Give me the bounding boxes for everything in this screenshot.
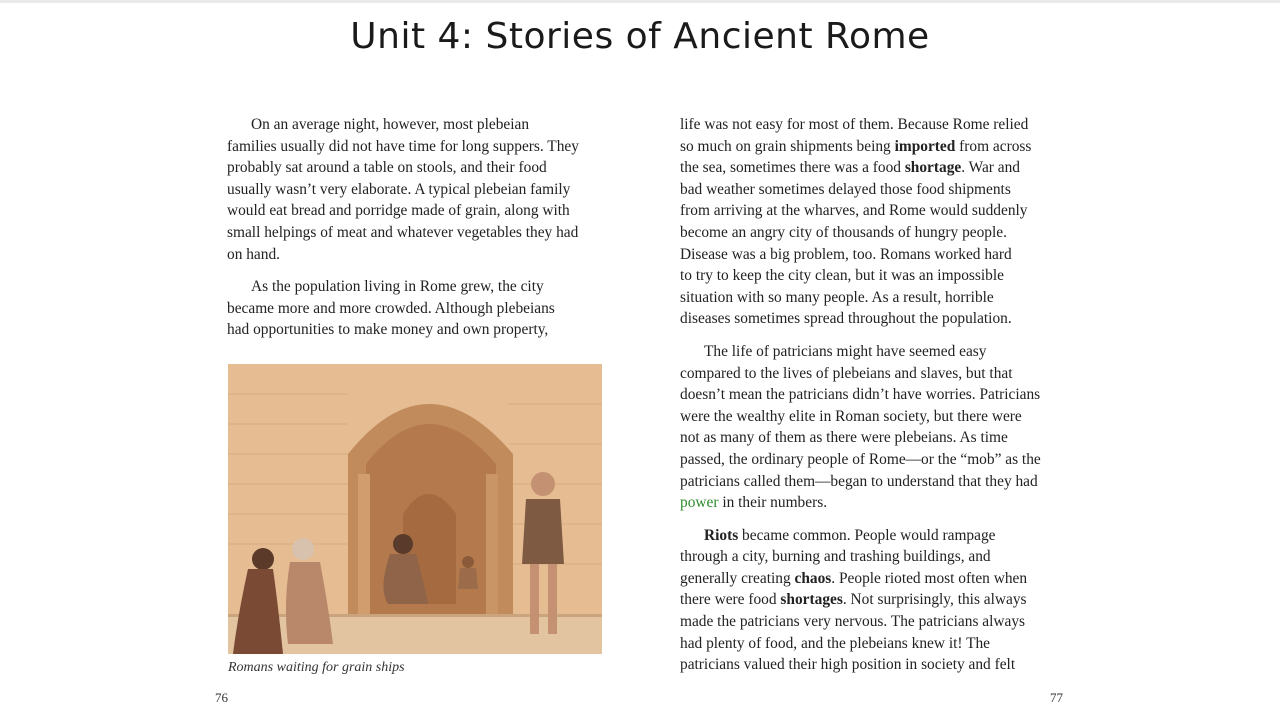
text-line bbox=[680, 568, 1070, 590]
left-column bbox=[227, 114, 607, 352]
text-line: become an angry city of thousands of hungry people. bbox=[680, 223, 1007, 241]
text-line: life was not easy for most of them. Because Rome relied bbox=[680, 116, 1029, 133]
text-span: there were food bbox=[680, 591, 781, 609]
illustration-caption: Romans waiting for grain ships bbox=[228, 660, 405, 675]
vocab-word-riots: Riots bbox=[704, 526, 739, 544]
paragraph bbox=[680, 114, 1070, 330]
text-line: situation with so many people. As a result, horrible bbox=[680, 288, 994, 306]
text-line: were the wealthy elite in Roman society, but there were bbox=[680, 407, 1022, 425]
text-line: from arriving at the wharves, and Rome would suddenly bbox=[680, 202, 1028, 220]
text-line: usually wasn’t very elaborate. A typical plebeian family bbox=[227, 180, 571, 198]
paragraph bbox=[227, 276, 607, 341]
text-line: compared to the lives of plebeians and slaves, but that bbox=[680, 364, 1013, 382]
text-span: . People rioted most often when bbox=[831, 569, 1028, 587]
text-line: patricians valued their high position in society and felt bbox=[680, 656, 1016, 674]
text-line bbox=[680, 157, 1070, 179]
text-span: . War and bbox=[961, 159, 1020, 177]
text-span: the sea, sometimes there was a food bbox=[680, 159, 905, 177]
text-line: Disease was a big problem, too. Romans worked hard bbox=[680, 245, 1012, 263]
text-line bbox=[680, 589, 1070, 611]
text-line bbox=[680, 136, 1070, 158]
text-line: probably sat around a table on stools, and their food bbox=[227, 159, 547, 177]
text-line: small helpings of meat and whatever vegetables they had bbox=[227, 223, 579, 241]
text-line: had plenty of food, and the plebeians knew it! The bbox=[680, 634, 991, 652]
text-line: would eat bread and porridge made of grain, along with bbox=[227, 202, 570, 220]
right-column bbox=[680, 114, 1070, 687]
text-line: bad weather sometimes delayed those food shipments bbox=[680, 180, 1011, 198]
vocab-word-chaos: chaos bbox=[794, 569, 832, 587]
page-title: Unit 4: Stories of Ancient Rome bbox=[350, 16, 930, 57]
text-line: passed, the ordinary people of Rome—or the “mob” as the bbox=[680, 450, 1041, 468]
paragraph bbox=[680, 525, 1070, 676]
text-line: diseases sometimes spread throughout the population. bbox=[680, 310, 1012, 328]
paragraph bbox=[227, 114, 607, 265]
text-line: through a city, burning and trashing buildings, and bbox=[680, 548, 991, 566]
text-span: . Not surprisingly, this always bbox=[842, 591, 1027, 609]
text-line: families usually did not have time for long suppers. They bbox=[227, 137, 579, 155]
step-edge bbox=[228, 614, 602, 617]
text-line: patricians called them—began to understand that they had bbox=[680, 472, 1038, 490]
floor-step bbox=[228, 614, 602, 654]
text-span: from across bbox=[955, 137, 1032, 155]
text-line: on hand. bbox=[227, 245, 281, 263]
text-span: became common. People would rampage bbox=[738, 526, 996, 544]
text-span: generally creating bbox=[680, 569, 795, 587]
page-number-right: 77 bbox=[1050, 690, 1063, 705]
text-line bbox=[680, 492, 1070, 514]
vocab-word-imported: imported bbox=[894, 137, 956, 155]
vocab-word-shortages: shortages bbox=[780, 591, 843, 609]
illustration-svg bbox=[228, 364, 602, 654]
vocab-word-shortage: shortage bbox=[904, 159, 962, 177]
paragraph bbox=[680, 341, 1070, 514]
text-line bbox=[680, 525, 1070, 547]
text-line: doesn’t mean the patricians didn’t have worries. Patricians bbox=[680, 386, 1041, 404]
illustration-romans-waiting bbox=[228, 364, 602, 654]
text-line: became more and more crowded. Although plebeians bbox=[227, 299, 555, 317]
text-line: On an average night, however, most plebeian bbox=[251, 116, 530, 133]
text-span: so much on grain shipments being bbox=[680, 137, 895, 155]
page-number-left: 76 bbox=[215, 690, 228, 705]
link-power[interactable]: power bbox=[680, 494, 719, 512]
top-border bbox=[0, 0, 1280, 3]
text-line: to try to keep the city clean, but it was an impossible bbox=[680, 267, 1004, 285]
text-line: not as many of them as there were plebeians. As time bbox=[680, 429, 1008, 447]
text-line: had opportunities to make money and own property, bbox=[227, 321, 549, 339]
text-span: in their numbers. bbox=[718, 494, 828, 512]
text-line: As the population living in Rome grew, the city bbox=[251, 278, 544, 296]
text-line: made the patricians very nervous. The patricians always bbox=[680, 613, 1026, 631]
text-line: The life of patricians might have seemed easy bbox=[704, 342, 987, 360]
